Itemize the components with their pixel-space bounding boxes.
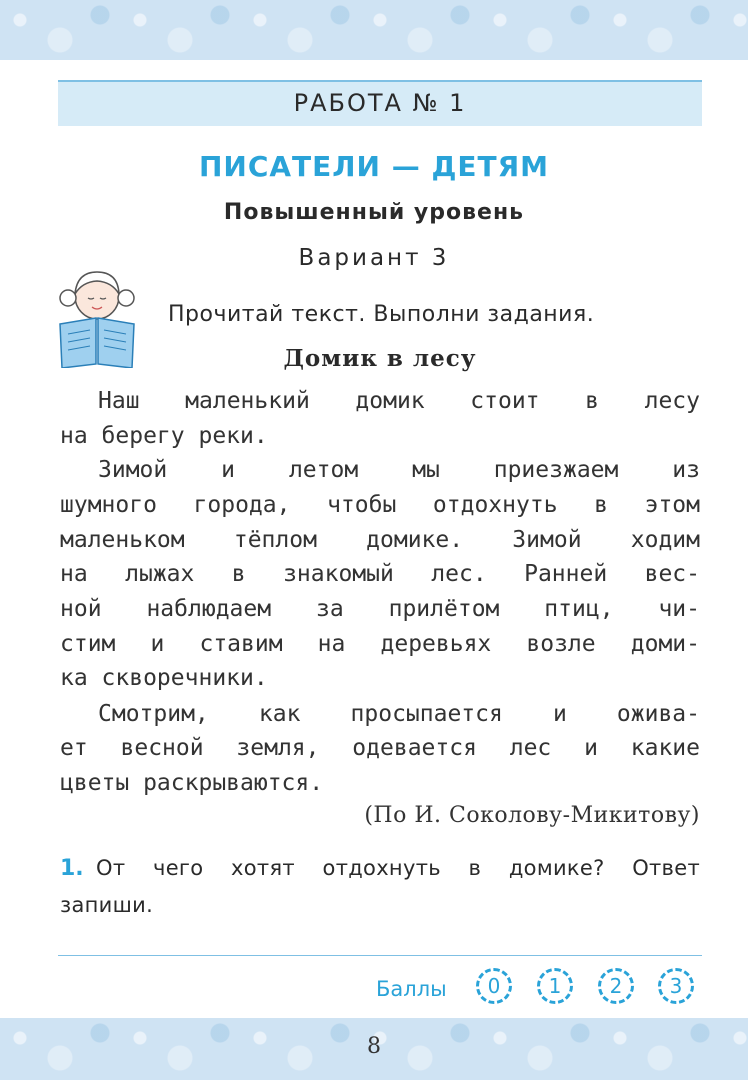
variant-label: Вариант 3 [298,245,450,271]
level-label: Повышенный уровень [223,200,525,225]
score-option-3[interactable]: 3 [658,968,694,1004]
page-number: 8 [367,1034,381,1059]
story-line: Зимой и летом мы приезжаем из [98,457,700,483]
score-option-1[interactable]: 1 [537,968,573,1004]
question-text: От чего хотят отдохнуть в домике? Ответ [96,856,700,880]
story-line: ет весной земля, одевается лес и какие [60,735,700,761]
story-line: шумного города, чтобы отдохнуть в этом [60,492,700,518]
score-label: Баллы [376,977,447,1001]
story-line: на берегу реки. [60,423,268,449]
question-text-continuation: запиши. [60,893,154,917]
score-option-2[interactable]: 2 [598,968,634,1004]
story-line: маленьком тёплом домике. Зимой ходим [60,527,700,553]
question-number: 1. [60,856,84,881]
story-source: (По И. Соколову-Микитову) [364,803,700,828]
story-line: стим и ставим на деревьях возле доми- [60,631,700,657]
work-title: РАБОТА № 1 [293,89,467,117]
story-line: цветы раскрываются. [60,770,324,796]
story-title: Домик в лесу [283,345,477,372]
story-line: ка скворечники. [60,665,268,691]
story-line: Смотрим, как просыпается и ожива- [98,701,700,727]
top-decorative-band [0,0,748,60]
score-option-0[interactable]: 0 [476,968,512,1004]
story-line: на лыжах в знакомый лес. Ранней вес- [60,561,700,587]
answer-divider [58,955,702,956]
story-line: ной наблюдаем за прилётом птиц, чи- [60,596,700,622]
work-title-bar [58,80,702,126]
section-title: ПИСАТЕЛИ — ДЕТЯМ [198,150,550,183]
story-line: Наш маленький домик стоит в лесу [98,388,700,414]
instruction-text: Прочитай текст. Выполни задания. [168,302,595,327]
